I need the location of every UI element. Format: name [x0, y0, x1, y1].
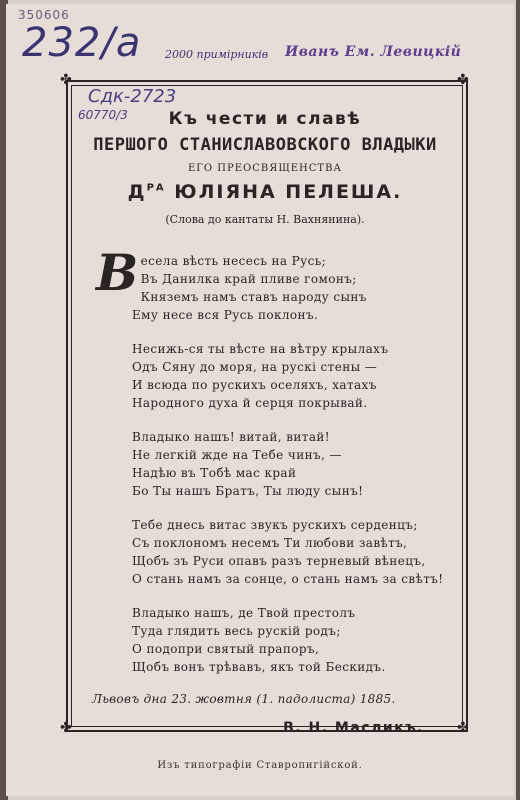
- subtitle-line: ЕГО ПРЕОСВЯЩЕНСТВА: [188, 163, 342, 174]
- verse-line: Туда глядить весь рускій родъ;: [132, 624, 341, 638]
- verse-line: Щобъ зъ Руси опавъ разъ терневый вѣнецъ,: [132, 554, 426, 568]
- title-line: ПЕРШОГО СТАНИСЛАВОВСКОГО ВЛАДЫКИ: [93, 135, 437, 155]
- handwritten-catalog-subcode: 60770/3: [78, 108, 128, 122]
- poem: [96, 243, 460, 676]
- verse-line: Несижь-ся ты вѣсте на вѣтру крылахъ: [132, 342, 389, 356]
- verse-line: И всюда по рускихъ оселяхъ, хатахъ: [132, 378, 377, 392]
- verse-line: Надѣю въ Тобѣ мас край: [132, 466, 297, 480]
- corner-ornament-icon: ✤: [60, 72, 72, 88]
- verse-line: О стань намъ за сонце, о стань намъ за свѣтъ!: [132, 572, 444, 586]
- verse-line: Ему несе вся Русь поклонъ.: [132, 308, 319, 322]
- verse-line: Владыко нашъ! витай, витай!: [132, 430, 330, 444]
- verse-line: Бо Ты нашъ Братъ, Ты люду сынъ!: [132, 484, 364, 498]
- lyrics-credit: (Слова до кантаты Н. Вахнянина).: [165, 213, 365, 226]
- owner-stamp: Иванъ Ем. Левицкій: [285, 44, 462, 60]
- dedication-heading: Къ чести и славѣ: [168, 109, 362, 129]
- stanza-5: [132, 604, 460, 676]
- scan-edge-right: [516, 0, 520, 800]
- pencil-inventory-number: 350606: [18, 8, 70, 22]
- verse-line: Владыко нашъ, де Твой престолъ: [132, 606, 356, 620]
- verse-line: Въ Данилка край пливе гомонъ;: [140, 272, 357, 286]
- author-signature: В. Н. Масликъ.: [283, 720, 424, 736]
- verse-line: Княземъ намъ ставъ народу сынъ: [140, 290, 367, 304]
- verse-line: Одъ Сяну до моря, на рускі стены —: [132, 360, 378, 374]
- verse-line: есела вѣсть несесь на Русь;: [140, 254, 327, 268]
- honoree-name: $Д^{РА}$ ЮЛІЯНА ПЕЛЕША.: [127, 181, 403, 203]
- verse-line: Не легкій жде на Тебе чинъ, —: [132, 448, 342, 462]
- verse-line: Народного духа й серця покрывай.: [132, 396, 368, 410]
- main-content: [70, 84, 460, 736]
- drop-cap: В: [96, 243, 139, 302]
- verse-line: Тебе днесь витас звукъ рускихъ серденцъ;: [132, 518, 418, 532]
- handwritten-catalog-code: Сдк-2723: [88, 86, 177, 107]
- stanza-2: [132, 340, 460, 412]
- printer-imprint: Изъ типографіи Ставропигійской.: [157, 760, 363, 771]
- corner-ornament-icon: ✤: [457, 72, 469, 88]
- verse-line: Съ поклономъ несемъ Ти любови завѣтъ,: [132, 536, 408, 550]
- handwritten-print-run-note: 2000 примірників: [165, 48, 269, 61]
- place-and-date: Львовъ дна 23. жовтня (1. падолиста) 1885.: [92, 692, 396, 706]
- stanza-3: [132, 428, 460, 500]
- stanza-4: [132, 516, 460, 588]
- corner-ornament-icon: ✤: [457, 720, 469, 736]
- verse-line: Щобъ вонъ трѣвавъ, якъ той Бескидъ.: [132, 660, 386, 674]
- handwritten-shelf-mark: 232/а: [22, 20, 142, 66]
- corner-ornament-icon: ✤: [60, 720, 72, 736]
- verse-line: О подопри святый прапоръ,: [132, 642, 320, 656]
- stanza-1: [96, 243, 460, 324]
